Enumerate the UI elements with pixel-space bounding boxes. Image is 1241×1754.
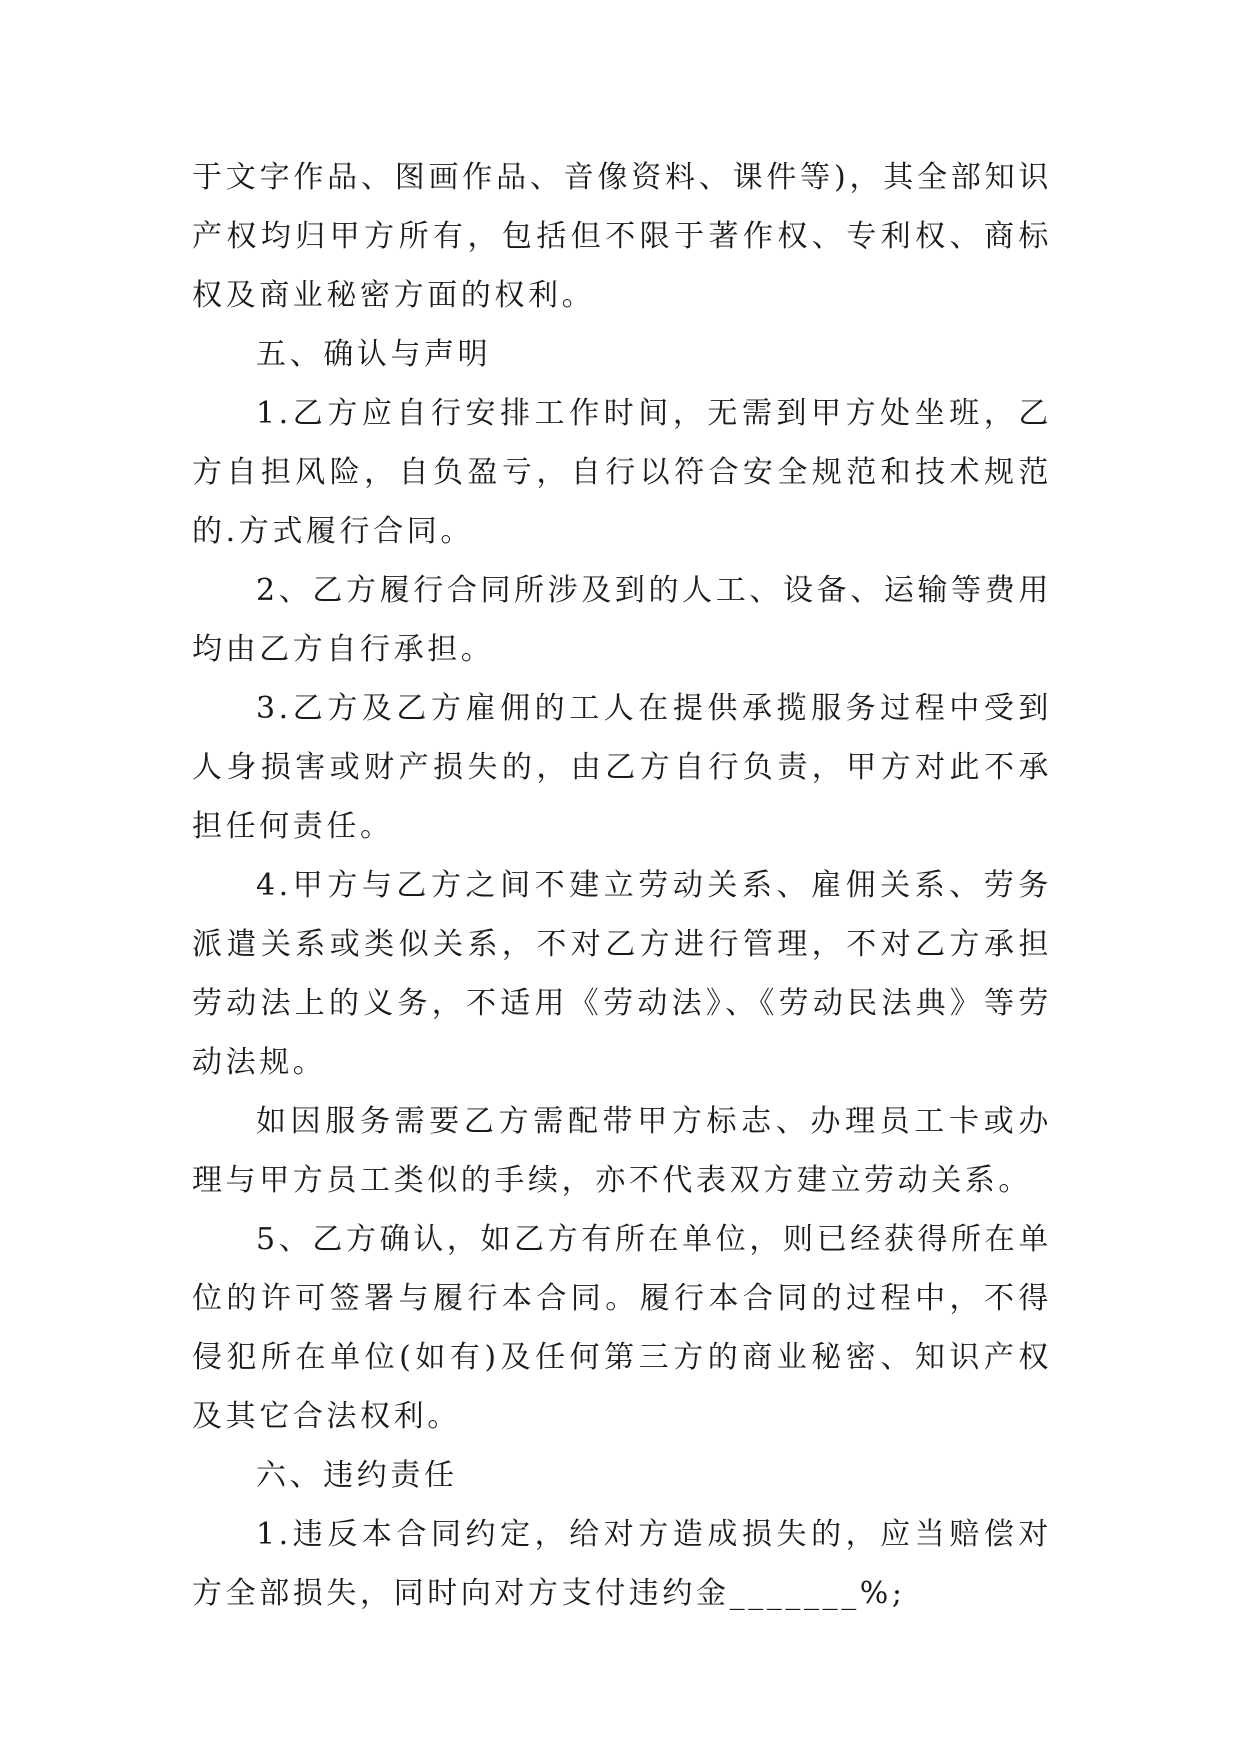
clause-5-3: 3.乙方及乙方雇佣的工人在提供承揽服务过程中受到人身损害或财产损失的，由乙方自行负责，甲方对此不承担任何责任。 <box>192 691 1052 844</box>
document-page <box>192 148 1052 1623</box>
clause-5-4: 4.甲方与乙方之间不建立劳动关系、雇佣关系、劳务派遣关系或类似关系，不对乙方进行管理，不对乙方承担劳动法上的义务，不适用《劳动法》、《劳动民法典》等劳动法规。 <box>192 868 1052 1080</box>
clause-5-2: 2、乙方履行合同所涉及到的人工、设备、运输等费用均由乙方自行承担。 <box>192 573 1052 667</box>
clause-5-1: 1.乙方应自行安排工作时间，无需到甲方处坐班，乙方自担风险，自负盈亏，自行以符合安全规范和技术规范的.方式履行合同。 <box>192 396 1052 549</box>
section-heading-liability: 六、违约责任 <box>256 1458 458 1493</box>
clause-6-1: 1.违反本合同约定，给对方造成损失的，应当赔偿对方全部损失，同时向对方支付违约金_______%; <box>192 1517 1052 1611</box>
section-heading-confirmation: 五、确认与声明 <box>256 337 492 372</box>
paragraph-ip-ownership: 于文字作品、图画作品、音像资料、课件等)，其全部知识产权均归甲方所有，包括但不限于著作权、专利权、商标权及商业秘密方面的权利。 <box>192 160 1052 313</box>
clause-5-4-supplement: 如因服务需要乙方需配带甲方标志、办理员工卡或办理与甲方员工类似的手续，亦不代表双方建立劳动关系。 <box>192 1104 1052 1198</box>
clause-5-5: 5、乙方确认，如乙方有所在单位，则已经获得所在单位的许可签署与履行本合同。履行本合同的过程中，不得侵犯所在单位(如有)及任何第三方的商业秘密、知识产权及其它合法权利。 <box>192 1222 1052 1434</box>
